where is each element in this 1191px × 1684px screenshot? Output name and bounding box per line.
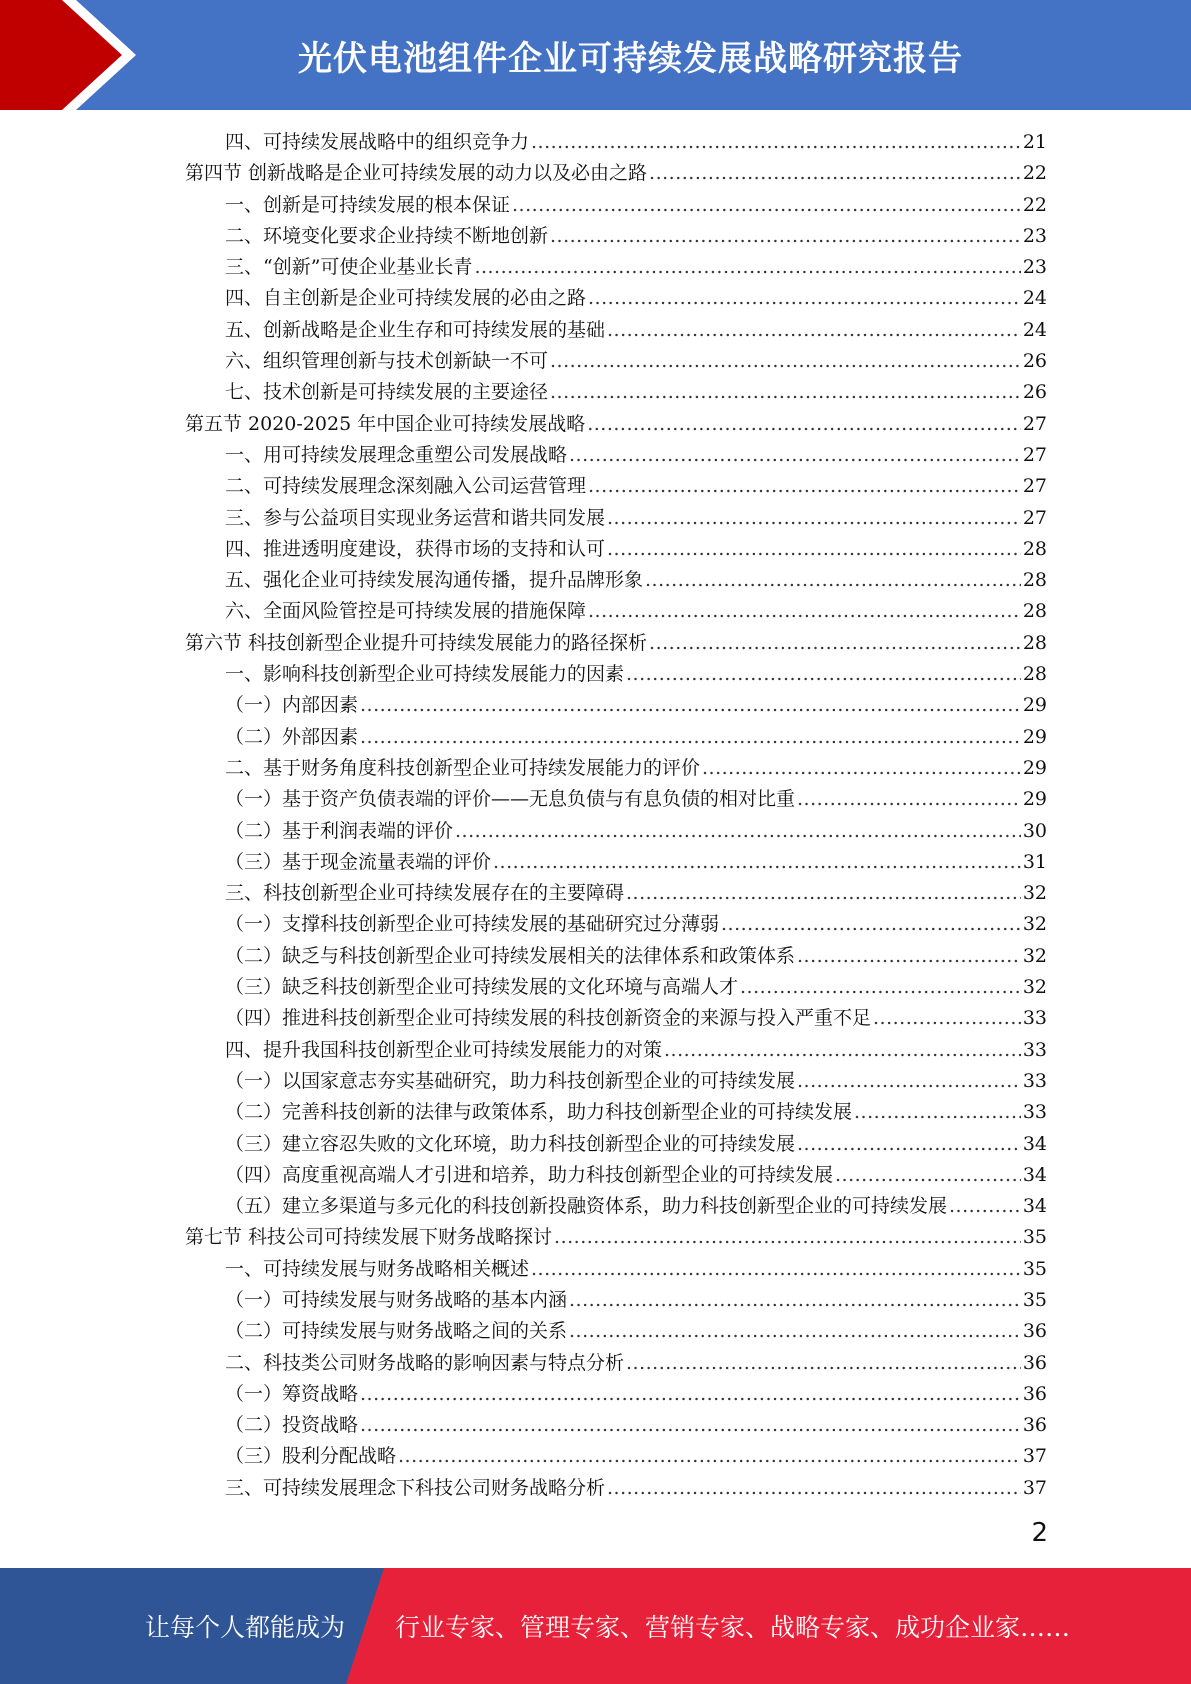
toc-entry-page: 33 [1022,1069,1047,1092]
toc-entry-title: 三、可持续发展理念下科技公司财务战略分析 [225,1476,606,1499]
toc-entry-title: （一）内部因素 [225,694,359,717]
toc-entry-title: 二、可持续发展理念深刻融入公司运营管理 [225,475,587,498]
toc-leader-dots [550,377,1021,408]
toc-leader-dots [626,1348,1021,1379]
toc-leader-dots [607,534,1021,565]
toc-leader-dots [360,690,1021,721]
toc-entry-page: 33 [1022,1007,1047,1030]
toc-leader-dots [645,565,1021,596]
page-footer [0,1568,1191,1684]
toc-entry-page: 21 [1022,131,1047,153]
toc-leader-dots [588,596,1021,627]
toc-entry-page: 24 [1022,287,1047,310]
toc-entry-title: 六、组织管理创新与技术创新缺一不可 [225,350,549,373]
toc-entry-page: 27 [1022,506,1047,529]
toc-leader-dots [588,471,1021,502]
toc-entry-title: （三）建立容忍失败的文化环境，助力科技创新型企业的可持续发展 [225,1132,796,1155]
toc-leader-dots [607,1473,1021,1504]
toc-entry[interactable] [185,127,1047,158]
toc-entry-title: 一、可持续发展与财务战略相关概述 [225,1257,530,1280]
toc-entry-title: 三、“创新”可使企业基业长青 [225,256,473,279]
toc-entry[interactable] [185,471,1047,502]
toc-entry[interactable] [185,941,1047,972]
report-title: 光伏电池组件企业可持续发展战略研究报告 [298,38,963,79]
toc-entry-page: 35 [1022,1226,1047,1249]
toc-entry-page: 24 [1022,318,1047,341]
toc-entry-page: 31 [1022,850,1047,873]
toc-entry-page: 34 [1022,1163,1047,1186]
toc-entry[interactable] [185,1254,1047,1285]
toc-entry[interactable] [185,753,1047,784]
toc-entry-page: 27 [1022,443,1047,466]
toc-entry[interactable] [185,1097,1047,1128]
toc-entry-title: 四、自主创新是企业可持续发展的必由之路 [225,287,587,310]
toc-entry-title: （二）缺乏与科技创新型企业可持续发展相关的法律体系和政策体系 [225,944,796,967]
toc-entry-page: 37 [1022,1445,1047,1468]
toc-entry[interactable] [185,346,1047,377]
toc-entry-title: 第六节 科技创新型企业提升可持续发展能力的路径探析 [185,631,648,654]
toc-entry[interactable] [185,722,1047,753]
toc-entry-title: （三）缺乏科技创新型企业可持续发展的文化环境与高端人才 [225,976,739,999]
toc-leader-dots [797,941,1021,972]
toc-entry[interactable] [185,1191,1047,1222]
toc-leader-dots [588,283,1021,314]
toc-entry[interactable] [185,1003,1047,1034]
toc-entry-page: 37 [1022,1476,1047,1499]
toc-entry-page: 28 [1022,537,1047,560]
toc-entry-page: 33 [1022,1038,1047,1061]
toc-entry[interactable] [185,1473,1047,1504]
toc-entry[interactable] [185,784,1047,815]
toc-entry-page: 22 [1022,162,1047,185]
toc-entry-title: （二）外部因素 [225,725,359,748]
toc-entry[interactable] [185,1379,1047,1410]
toc-entry-page: 28 [1022,569,1047,592]
header-arrow-decoration [0,0,160,110]
page-number: 2 [1031,1518,1048,1548]
toc-entry[interactable] [185,690,1047,721]
toc-entry-title: （一）可持续发展与财务战略的基本内涵 [225,1288,568,1311]
toc-entry[interactable] [185,1410,1047,1441]
toc-entry[interactable] [185,409,1047,440]
toc-leader-dots [474,252,1020,283]
toc-entry[interactable] [185,221,1047,252]
table-of-contents [185,127,1047,1504]
toc-entry-title: 二、基于财务角度科技创新型企业可持续发展能力的评价 [225,756,701,779]
toc-entry[interactable] [185,596,1047,627]
toc-entry-title: （三）股利分配战略 [225,1445,397,1468]
toc-entry[interactable] [185,659,1047,690]
toc-entry-title: 三、科技创新型企业可持续发展存在的主要障碍 [225,882,625,905]
toc-entry-title: 七、技术创新是可持续发展的主要途径 [225,381,549,404]
toc-entry-title: 六、全面风险管控是可持续发展的措施保障 [225,600,587,623]
toc-entry-page: 28 [1022,663,1047,686]
toc-entry-page: 26 [1022,381,1047,404]
toc-leader-dots [569,1316,1021,1347]
toc-leader-dots [607,315,1021,346]
toc-leader-dots [569,440,1021,471]
toc-entry[interactable] [185,503,1047,534]
toc-entry-page: 27 [1022,412,1047,435]
toc-leader-dots [797,784,1021,815]
toc-entry[interactable] [185,1441,1047,1472]
toc-leader-dots [455,816,1021,847]
toc-entry[interactable] [185,190,1047,221]
toc-entry-page: 27 [1022,475,1047,498]
toc-entry-page: 36 [1022,1320,1047,1343]
toc-entry-page: 35 [1022,1257,1047,1280]
toc-entry-title: 三、参与公益项目实现业务运营和谐共同发展 [225,506,606,529]
toc-entry-page: 36 [1022,1382,1047,1405]
toc-entry-page: 30 [1022,819,1047,842]
toc-entry-title: 第四节 创新战略是企业可持续发展的动力以及必由之路 [185,162,648,185]
toc-entry-title: （四）推进科技创新型企业可持续发展的科技创新资金的来源与投入严重不足 [225,1007,872,1030]
toc-leader-dots [360,1410,1021,1441]
toc-leader-dots [550,346,1021,377]
toc-entry-title: 第七节 科技公司可持续发展下财务战略探讨 [185,1226,553,1249]
toc-entry-page: 29 [1022,694,1047,717]
toc-entry[interactable] [185,158,1047,189]
page-header [0,0,1191,110]
toc-leader-dots [649,628,1021,659]
toc-entry-page: 29 [1022,725,1047,748]
toc-entry-title: 一、创新是可持续发展的根本保证 [225,193,511,216]
toc-entry[interactable] [185,252,1047,283]
toc-entry[interactable] [185,909,1047,940]
toc-leader-dots [607,503,1021,534]
toc-entry-title: 四、可持续发展战略中的组织竞争力 [225,131,530,153]
toc-leader-dots [797,1066,1021,1097]
toc-entry-page: 34 [1022,1195,1047,1218]
toc-leader-dots [626,659,1021,690]
toc-entry-title: （四）高度重视高端人才引进和培养，助力科技创新型企业的可持续发展 [225,1163,834,1186]
toc-leader-dots [360,722,1021,753]
toc-entry[interactable] [185,1316,1047,1347]
toc-entry[interactable] [185,1348,1047,1379]
toc-entry-page: 32 [1022,944,1047,967]
toc-entry[interactable] [185,283,1047,314]
toc-leader-dots [493,847,1021,878]
toc-entry-title: （二）完善科技创新的法律与政策体系，助力科技创新型企业的可持续发展 [225,1101,853,1124]
toc-leader-dots [360,1379,1021,1410]
toc-leader-dots [835,1160,1021,1191]
toc-leader-dots [702,753,1021,784]
toc-leader-dots [626,878,1021,909]
toc-entry[interactable] [185,1035,1047,1066]
toc-leader-dots [531,127,1021,158]
toc-entry[interactable] [185,1129,1047,1160]
toc-leader-dots [740,972,1021,1003]
toc-entry-title: 四、推进透明度建设，获得市场的支持和认可 [225,537,606,560]
toc-leader-dots [587,409,1021,440]
toc-leader-dots [550,221,1021,252]
toc-entry-title: 一、用可持续发展理念重塑公司发展战略 [225,443,568,466]
toc-leader-dots [873,1003,1021,1034]
toc-entry-title: （一）基于资产负债表端的评价——无息负债与有息负债的相对比重 [225,788,796,811]
toc-entry[interactable] [185,565,1047,596]
footer-slogan-right: 行业专家、管理专家、营销专家、战略专家、成功企业家…… [395,1613,1071,1642]
toc-leader-dots [664,1035,1021,1066]
toc-entry-page: 23 [1022,224,1047,247]
toc-entry-title: （一）以国家意志夯实基础研究，助力科技创新型企业的可持续发展 [225,1069,796,1092]
toc-entry-title: （二）投资战略 [225,1414,359,1437]
toc-leader-dots [512,190,1021,221]
toc-entry-title: 四、提升我国科技创新型企业可持续发展能力的对策 [225,1038,663,1061]
toc-entry-title: （二）可持续发展与财务战略之间的关系 [225,1320,568,1343]
toc-entry[interactable] [185,1160,1047,1191]
toc-entry-page: 32 [1022,882,1047,905]
toc-entry-page: 34 [1022,1132,1047,1155]
toc-entry[interactable] [185,816,1047,847]
toc-leader-dots [721,909,1021,940]
toc-entry-page: 32 [1022,913,1047,936]
toc-leader-dots [398,1441,1021,1472]
toc-entry-title: 五、创新战略是企业生存和可持续发展的基础 [225,318,606,341]
toc-leader-dots [531,1254,1021,1285]
toc-entry-page: 28 [1022,631,1047,654]
toc-entry-title: 一、影响科技创新型企业可持续发展能力的因素 [225,663,625,686]
toc-entry[interactable] [185,315,1047,346]
toc-entry[interactable] [185,878,1047,909]
toc-entry-page: 22 [1022,193,1047,216]
toc-entry-title: （一）支撑科技创新型企业可持续发展的基础研究过分薄弱 [225,913,720,936]
toc-entry-page: 26 [1022,350,1047,373]
toc-entry-title: 二、科技类公司财务战略的影响因素与特点分析 [225,1351,625,1374]
toc-entry-title: 二、环境变化要求企业持续不断地创新 [225,224,549,247]
toc-leader-dots [569,1285,1021,1316]
toc-entry[interactable] [185,1285,1047,1316]
toc-entry[interactable] [185,1066,1047,1097]
toc-entry-title: 五、强化企业可持续发展沟通传播，提升品牌形象 [225,569,644,592]
toc-entry-page: 29 [1022,756,1047,779]
toc-entry[interactable] [185,972,1047,1003]
toc-leader-dots [554,1222,1021,1253]
toc-entry-page: 23 [1022,256,1047,279]
toc-entry-page: 28 [1022,600,1047,623]
toc-leader-dots [949,1191,1021,1222]
toc-entry-title: （二）基于利润表端的评价 [225,819,454,842]
toc-entry-page: 36 [1022,1351,1047,1374]
toc-entry-title: 第五节 2020-2025 年中国企业可持续发展战略 [185,412,586,435]
toc-entry-page: 32 [1022,976,1047,999]
toc-leader-dots [649,158,1021,189]
toc-entry-title: （三）基于现金流量表端的评价 [225,850,492,873]
toc-entry[interactable] [185,1222,1047,1253]
toc-entry[interactable] [185,847,1047,878]
toc-entry[interactable] [185,440,1047,471]
toc-entry-page: 36 [1022,1414,1047,1437]
toc-entry[interactable] [185,377,1047,408]
toc-entry-title: （五）建立多渠道与多元化的科技创新投融资体系，助力科技创新型企业的可持续发展 [225,1195,948,1218]
toc-entry-page: 33 [1022,1101,1047,1124]
toc-entry-title: （一）筹资战略 [225,1382,359,1405]
toc-entry-page: 29 [1022,788,1047,811]
toc-entry-page: 35 [1022,1288,1047,1311]
footer-slogan-left: 让每个人都能成为 [144,1613,345,1642]
toc-entry[interactable] [185,628,1047,659]
toc-leader-dots [797,1129,1021,1160]
toc-entry[interactable] [185,534,1047,565]
toc-leader-dots [854,1097,1021,1128]
